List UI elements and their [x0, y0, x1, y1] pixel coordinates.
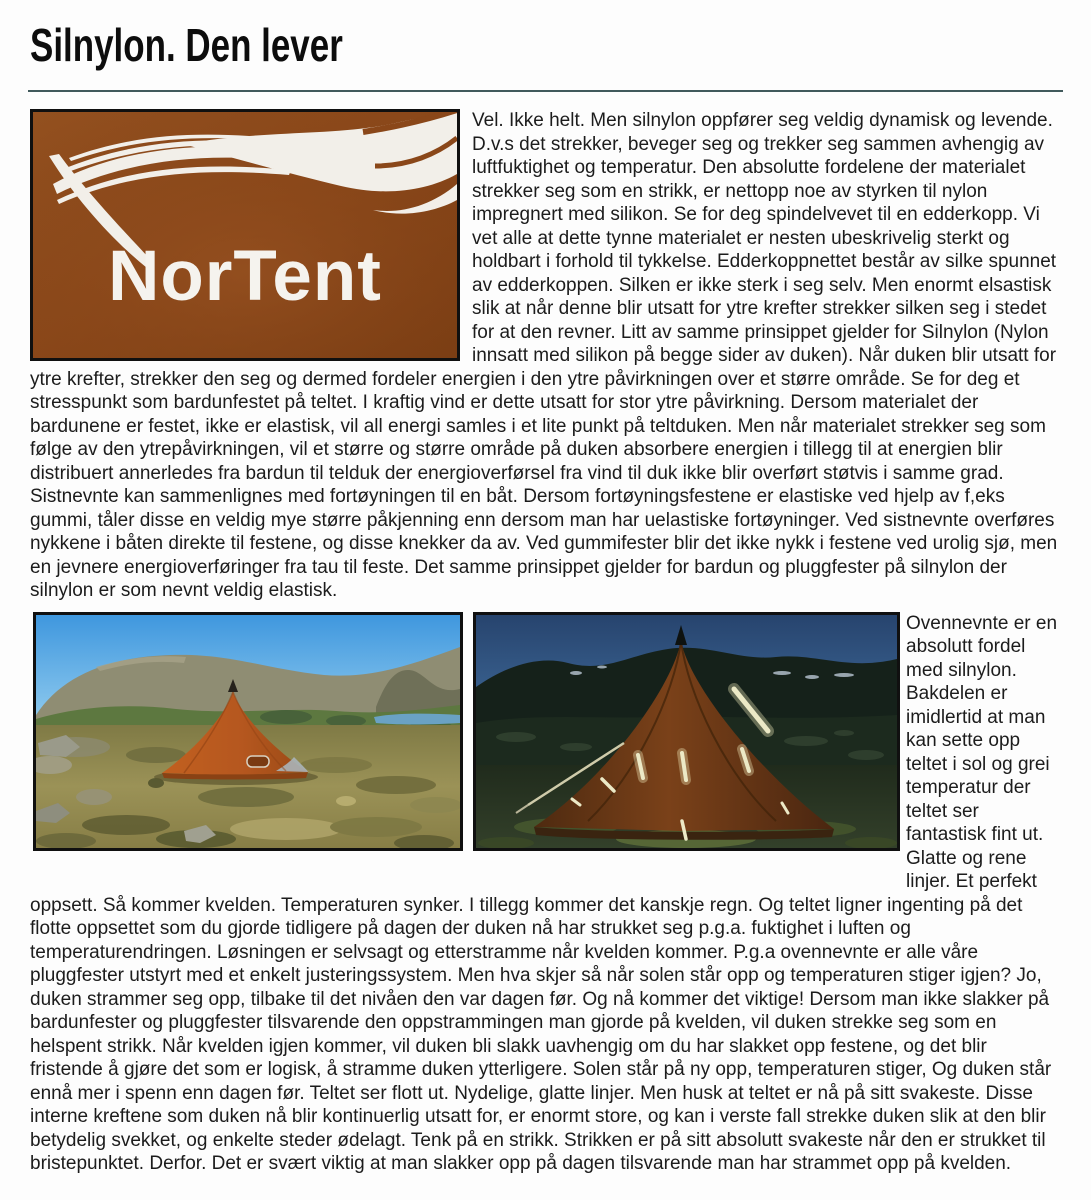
paragraph-2: Ovennevnte er en absolutt fordel med silnylon. Bakdelen er imidlertid at man kan sette opp teltet i sol og grei temperatur der teltet ser fantastisk fint ut. Glatte og rene linjer. Et perfekt oppsett. Så kommer kvelden. Temperaturen synker. I tillegg kommer det kanskje regn. Og teltet ligner ingenting på det flotte oppsettet som du gjorde tidligere på dagen der duken nå har strukket seg p.g.a. fuktighet i luften og temperaturendringen. Løsningen er selvsagt og etterstramme når kvelden kommer. P.g.a ovennevnte er alle våre pluggfester utstyrt med et enkelt justeringssystem. Men hva skjer så når solen står opp og temperaturen stiger igjen? Jo, duken strammer seg opp, tilbake til det nivåen den var dagen før. Og nå kommer det viktige! Dersom man ikke slakker på bardunfester og pluggfester tilsvarende den oppstrammingen man gjorde på kvelden, vil duken strekke seg som en helspent strikk. Når kvelden igjen kommer, vil duken bli slakk uavhengig om du har slakket opp festene, og det blir fristende å gjøre det som er logisk, å stramme duken ytterligere. Solen står på ny opp, temperaturen stiger, Og duken står ennå mer i spenn enn dagen før. Teltet ser flott ut. Nydelige, glatte linjer. Men husk at teltet er nå på sitt svakeste. Disse interne kreftene som duken nå blir kontinuerlig utsatt for, er enormt store, og kan i verste fall strekke duken slik at den blir betydelig svekket, og enkelte steder ødelagt. Tenk på en strikk. Strikken er på sitt absolutt svakeste når den er strukket til bristepunktet. Derfor. Det er svært viktig at man slakker opp på dagen tilsvarende man har strammet opp på kvelden.: [30, 612, 1058, 1174]
article-section-2: [30, 612, 1063, 1176]
nortent-logo-graphic: [33, 112, 457, 358]
title-divider: [28, 90, 1063, 92]
page-title: Silnylon. Den lever: [30, 19, 343, 71]
nortent-logo-image: [30, 109, 460, 361]
brand-text: NorTent: [108, 237, 382, 316]
tent-night-graphic: [476, 615, 897, 848]
tent-day-photo: [33, 612, 463, 851]
tent-night-photo: [473, 612, 900, 851]
day-lake: [374, 713, 460, 724]
paragraph-1: Vel. Ikke helt. Men silnylon oppfører seg veldig dynamisk og levende. D.v.s det strekker, beveger seg og trekker seg sammen avhengig av luftfuktighet og temperatur. Den absolutte fordelene der materialet strekker seg som en strikk, er nettopp noe av styrken til nylon impregnert med silikon. Se for deg spindelvevet til en edderkopp. Vi vet alle at dette tynne materialet er nesten ubeskrivelig sterkt og holdbart i forhold til tykkelse. Edderkoppnettet består av silke spunnet av edderkoppen. Silken er ikke sterk i seg selv. Men enormt elsastisk slik at når denne blir utsatt for ytre krefter strekker silken seg i stedet for at den revner. Litt av samme prinsippet gjelder for Silnylon (Nylon innsatt med silikon på begge sider av duken). Når duken blir utsatt for ytre krefter, strekker den seg og dermed fordeler energien i den ytre påvirkningen over et større område. Se for deg et stresspunkt som bardunfestet på teltet. I kraftig vind er dette utsatt for stor ytre påvirkning. Dersom materialet der bardunene er festet, ikke er elastisk, vil all energi samles i et lite punkt på teltduken. Men når materialet strekker seg som følge av den ytrepåvirkningen, vil et større og større område på duken absorbere energien i tillegg til at energien blir distribuert annerledes fra bardun til telduk der energioverførsel fra vind til duk ikke blir overført støtvis i samme grad. Sistnevnte kan sammenlignes med fortøyningen til en båt. Dersom fortøyningsfestene er elastiske ved hjelp av f,eks gummi, tåler disse en veldig mye større påkjenning enn dersom man har uelastiske fortøyninger. Ved sistnevnte overføres nykkene i båten direkte til festene, og disse knekker da av. Ved gummifester blir det ikke nykk i festene ved urolig sjø, men en jevnere energioverføringer fra tau til feste. Det samme prinsippet gjelder for bardun og pluggfester på silnylon der silnylon er som nevnt veldig elastisk.: [30, 110, 1058, 601]
tent-day-graphic: [36, 615, 460, 848]
article-section-1: [30, 109, 1063, 603]
